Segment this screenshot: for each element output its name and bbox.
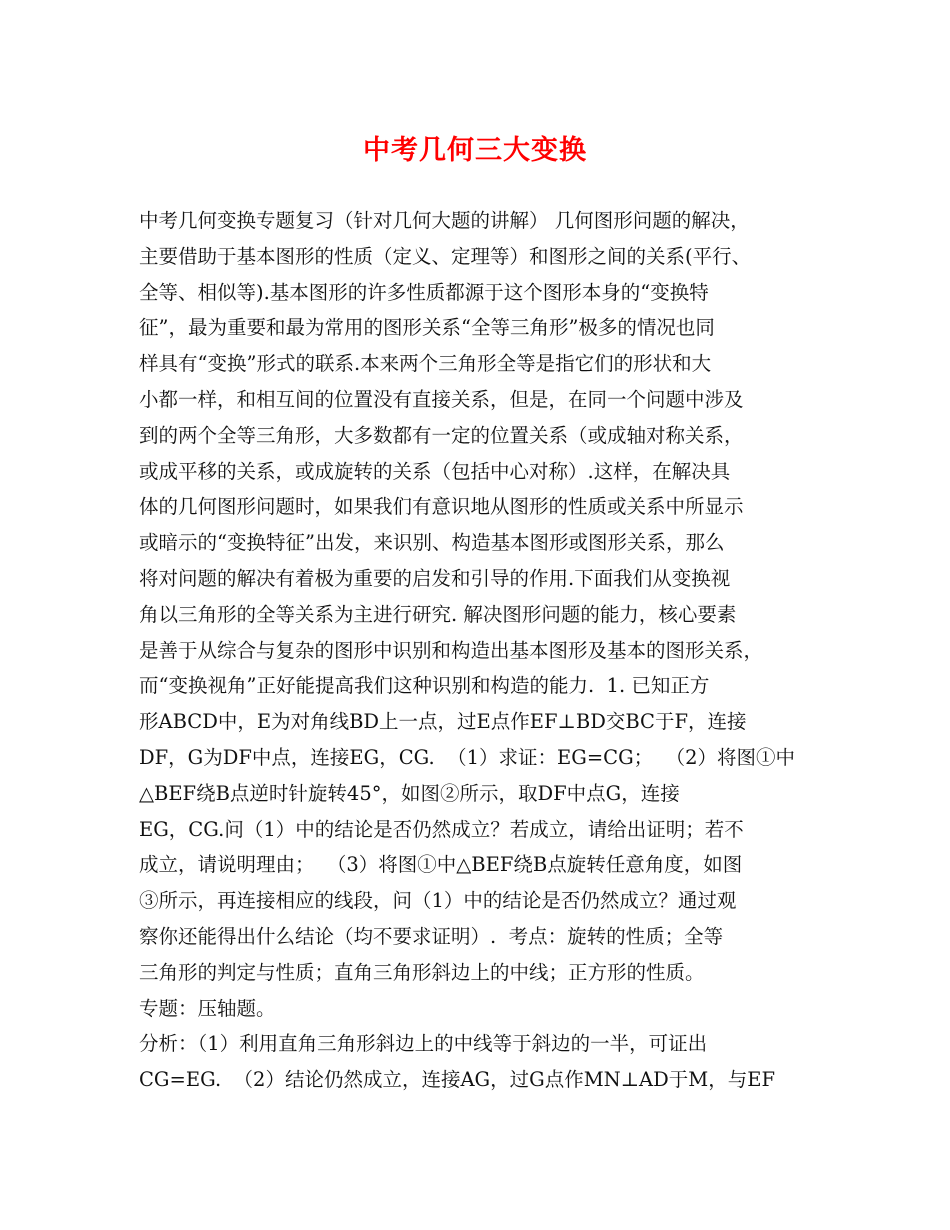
body-line: △BEF绕B点逆时针旋转45°，如图②所示，取DF中点G，连接 [139,781,680,805]
body-line: 分析：（1）利用直角三角形斜边上的中线等于斜边的一半，可证出 [139,1032,708,1056]
body-line: 到的两个全等三角形，大多数都有一定的位置关系（或成轴对称关系， [139,423,744,447]
body-line: 将对问题的解决有着极为重要的启发和引导的作用.下面我们从变换视 [139,566,731,590]
body-line: 或成平移的关系，或成旋转的关系（包括中心对称）.这样，在解决具 [139,459,731,483]
document-title: 中考几何三大变换 [363,135,587,166]
body-line: 专题：压轴题。 [139,996,276,1020]
body-line: 成立，请说明理由； （3）将图①中△BEF绕B点旋转任意角度，如图 [139,853,743,877]
body-line: 体的几何图形问题时，如果我们有意识地从图形的性质或关系中所显示 [139,495,744,519]
body-line: 主要借助于基本图形的性质（定义、定理等）和图形之间的关系(平行、 [139,244,752,268]
body-line: 三角形的判定与性质；直角三角形斜边上的中线；正方形的性质。 [139,960,705,984]
body-line: 小都一样，和相互间的位置没有直接关系，但是，在同一个问题中涉及 [139,387,744,411]
body-line: ③所示，再连接相应的线段，问（1）中的结论是否仍然成立？通过观 [139,889,737,913]
body-line: DF，G为DF中点，连接EG，CG. （1）求证：EG=CG； （2）将图①中 [139,745,795,769]
body-line: EG，CG.问（1）中的结论是否仍然成立？若成立，请给出证明；若不 [139,817,744,841]
body-line: 角以三角形的全等关系为主进行研究. 解决图形问题的能力，核心要素 [139,602,737,626]
body-line: 而“变换视角”正好能提高我们这种识别和构造的能力. 1. 已知正方 [139,674,710,698]
body-line: 全等、相似等).基本图形的许多性质都源于这个图形本身的“变换特 [139,280,709,304]
body-line: 中考几何变换专题复习（针对几何大题的讲解） 几何图形问题的解决， [139,209,750,232]
body-line: 或暗示的“变换特征”出发，来识别、构造基本图形或图形关系，那么 [139,531,725,555]
body-line: 征”，最为重要和最为常用的图形关系“全等三角形”极多的情况也同 [139,316,715,340]
body-line: 样具有“变换”形式的联系.本来两个三角形全等是指它们的形状和大 [139,352,712,376]
body-line: CG=EG. （2）结论仍然成立，连接AG，过G点作MN⊥AD于M，与EF [139,1068,776,1092]
body-line: 是善于从综合与复杂的图形中识别和构造出基本图形及基本的图形关系， [139,638,764,662]
body-line: 形ABCD中，E为对角线BD上一点，过E点作EF⊥BD交BC于F，连接 [139,710,747,734]
body-line: 察你还能得出什么结论（均不要求证明）. 考点：旋转的性质；全等 [139,924,724,948]
document-body [139,203,829,1098]
